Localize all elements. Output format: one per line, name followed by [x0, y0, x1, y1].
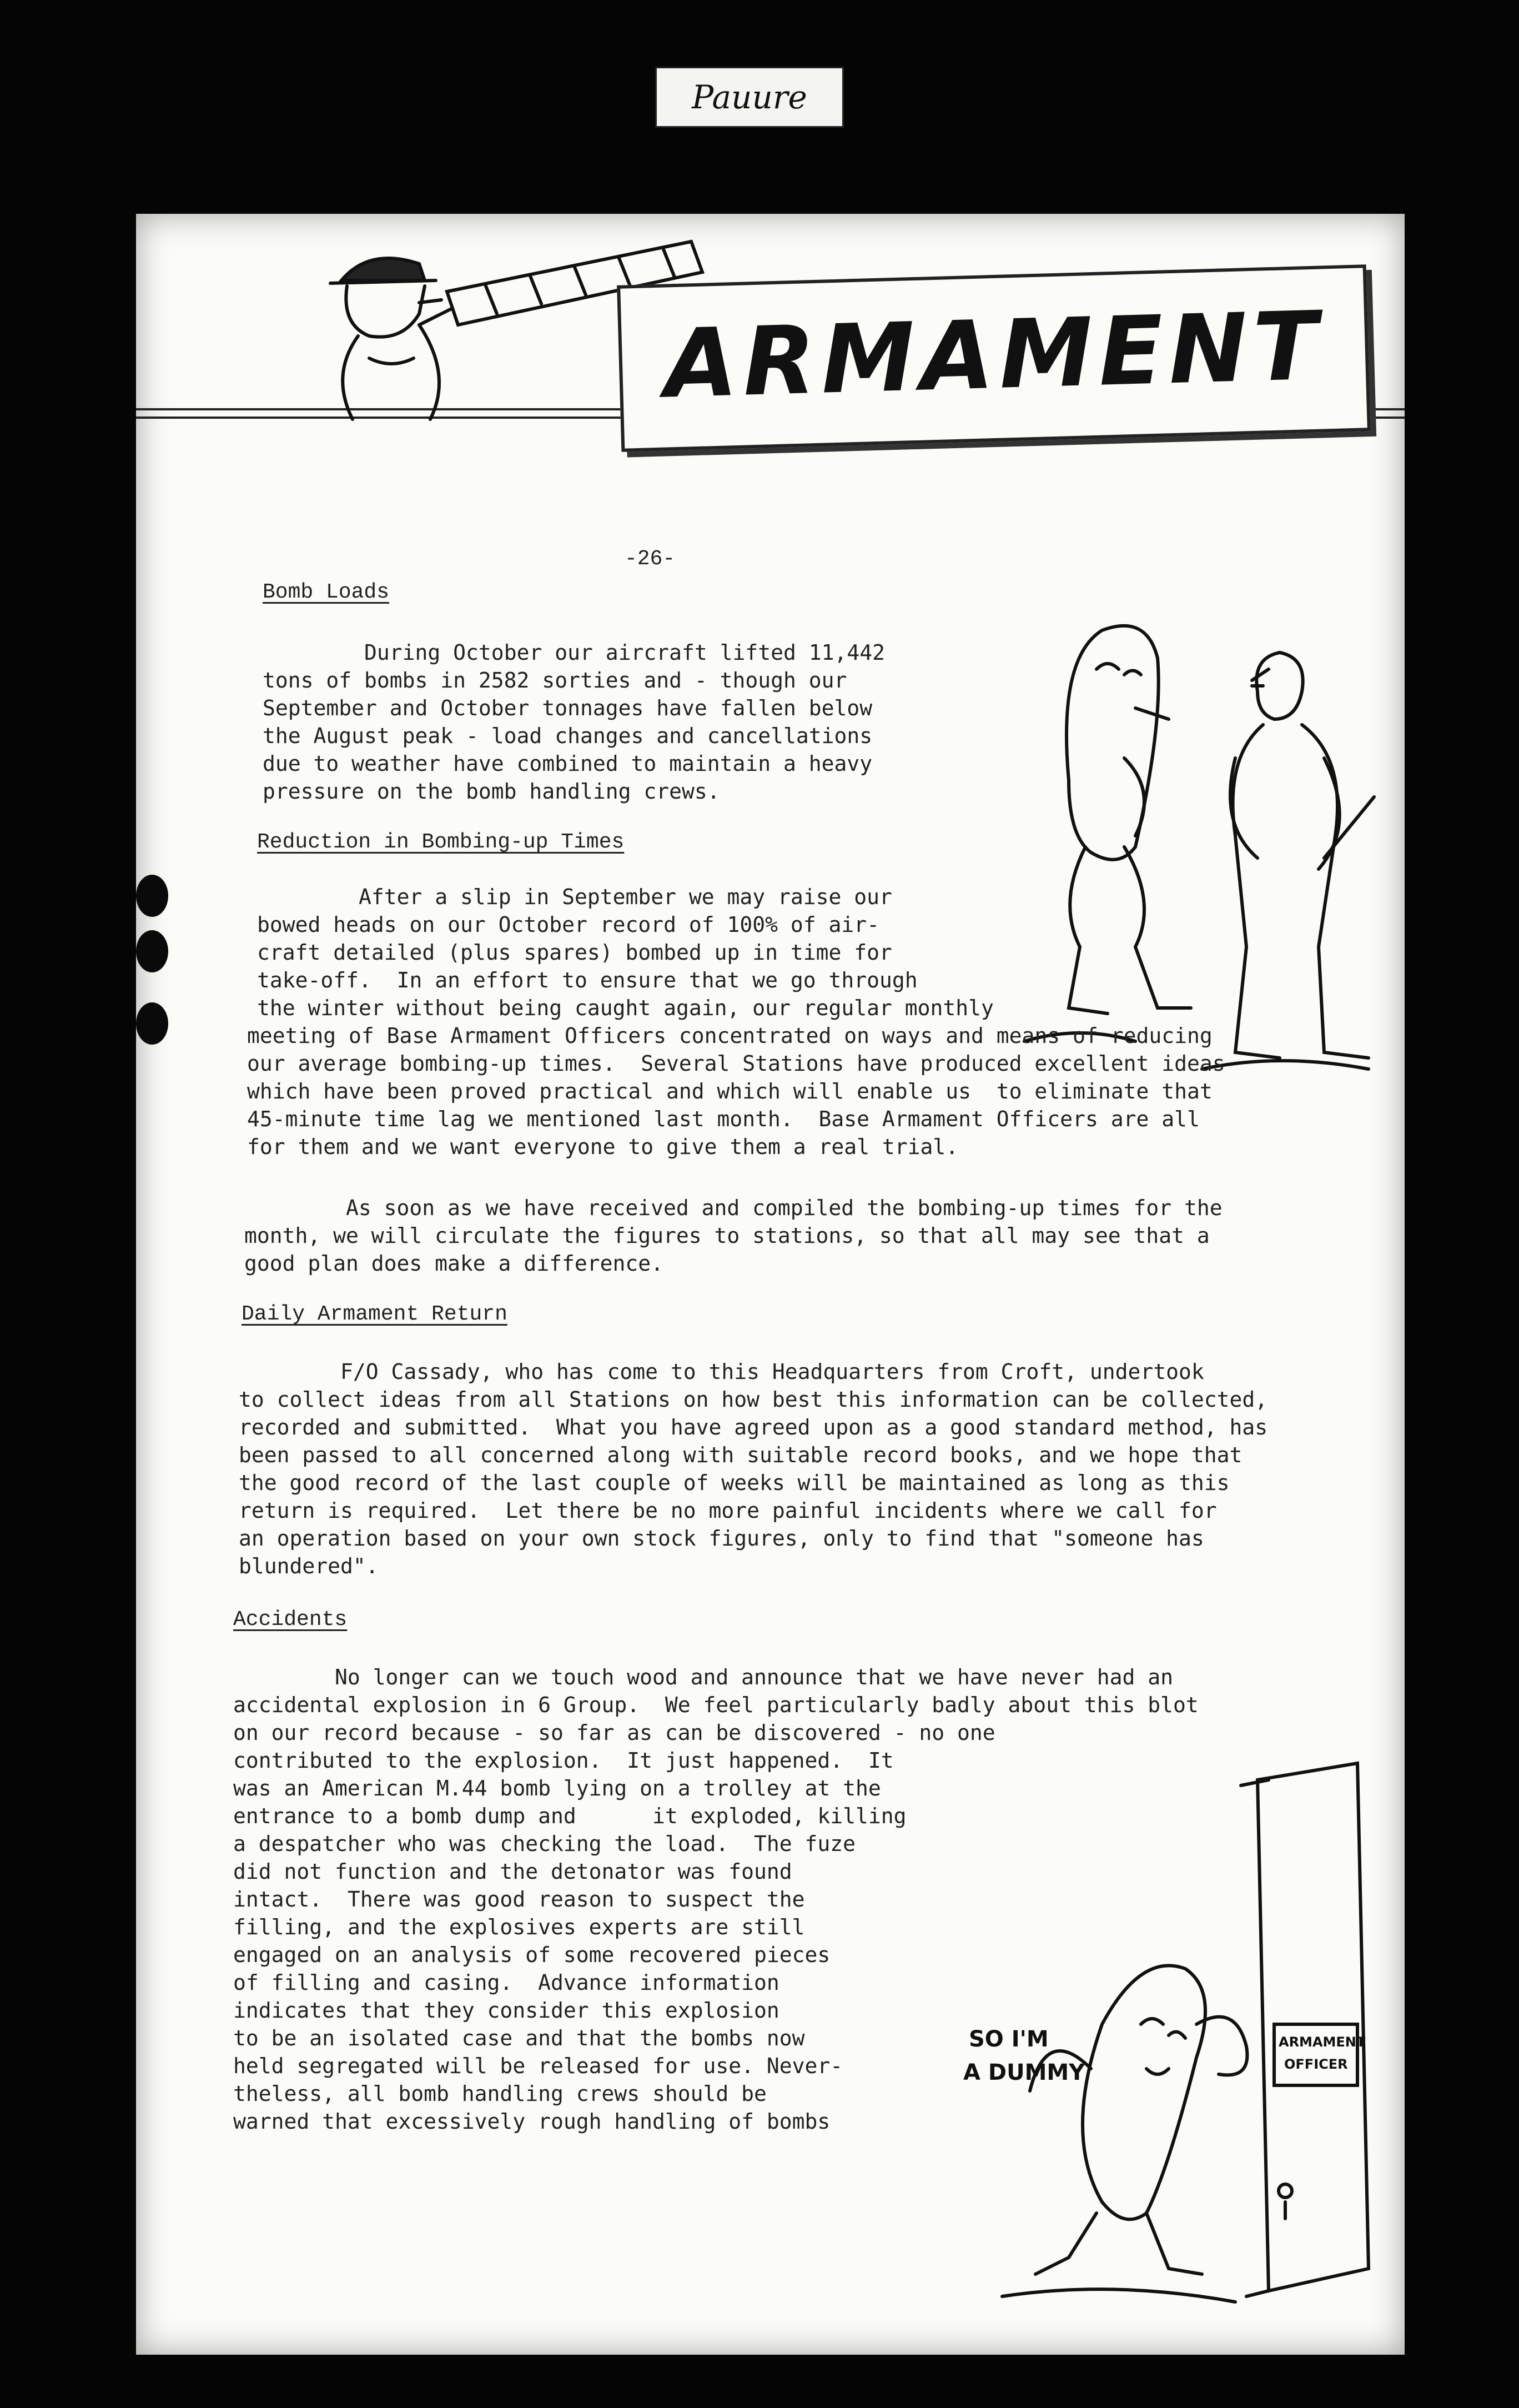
text-line: intact. There was good reason to suspect the	[233, 1887, 805, 1912]
bomb-at-door-cartoon-icon	[958, 1713, 1402, 2313]
page-title: ARMAMENT	[662, 291, 1325, 420]
text-line: filling, and the explosives experts are still	[233, 1915, 805, 1939]
heading-bomb-loads: Bomb Loads	[263, 580, 390, 604]
text-line: During October our aircraft lifted 11,442	[263, 640, 886, 665]
door-sign-line-1: ARMAMENT	[1279, 2034, 1366, 2050]
text-line: bowed heads on our October record of 100% of air-	[257, 912, 880, 937]
text-line: contributed to the explosion. It just happened. It	[233, 1748, 894, 1773]
text-line: which have been proved practical and which will enable us to eliminate that	[247, 1079, 1213, 1103]
text-line: to be an isolated case and that the bombs now	[233, 2026, 805, 2050]
text-line: meeting of Base Armament Officers concentrated on ways and means of reducing	[247, 1024, 1213, 1048]
text-line: indicates that they consider this explosion	[233, 1998, 779, 2023]
text-line: 45-minute time lag we mentioned last month. Base Armament Officers are all	[247, 1107, 1200, 1131]
text-line: an operation based on your own stock figures, only to find that "someone has	[239, 1526, 1204, 1551]
speech-text-line-1: SO I'M	[969, 2026, 1049, 2052]
text-line: to collect ideas from all Stations on how best this information can be collected,	[239, 1387, 1268, 1412]
punch-hole-middle	[136, 930, 168, 972]
text-line: pressure on the bomb handling crews.	[263, 779, 720, 804]
text-line: warned that excessively rough handling of bombs	[233, 2109, 831, 2134]
text-line: No longer can we touch wood and announce that we have never had an	[233, 1665, 1173, 1689]
text-line: engaged on an analysis of some recovered pieces	[233, 1943, 831, 1967]
armament-title-box	[617, 264, 1371, 452]
text-line: September and October tonnages have fallen below	[263, 696, 873, 720]
text-line: entrance to a bomb dump and it exploded, killing	[233, 1804, 907, 1828]
text-line: After a slip in September we may raise our	[257, 885, 892, 909]
text-line: was an American M.44 bomb lying on a trolley at the	[233, 1776, 881, 1800]
handwritten-label-tab: Pauure	[655, 67, 844, 128]
text-line: good plan does make a difference.	[244, 1251, 663, 1276]
speech-text-line-2: A DUMMY	[963, 2060, 1085, 2085]
text-line: craft detailed (plus spares) bombed up in time for	[257, 940, 892, 965]
text-line: F/O Cassady, who has come to this Headquarters from Croft, undertook	[239, 1359, 1204, 1384]
text-line: recorded and submitted. What you have agreed upon as a good standard method, has	[239, 1415, 1268, 1439]
text-line: of filling and casing. Advance information	[233, 1970, 779, 1995]
text-line: the winter without being caught again, our regular monthly	[257, 996, 994, 1020]
text-line: did not function and the detonator was found	[233, 1859, 792, 1884]
text-line: take-off. In an effort to ensure that we go through	[257, 968, 918, 992]
text-line: blundered".	[239, 1554, 379, 1578]
text-line: the good record of the last couple of weeks will be maintained as long as this	[239, 1471, 1230, 1495]
text-line: tons of bombs in 2582 sorties and - though our	[263, 668, 847, 693]
text-line: been passed to all concerned along with suitable record books, and we hope that	[239, 1443, 1243, 1467]
text-line: month, we will circulate the figures to stations, so that all may see that a	[244, 1223, 1210, 1248]
text-line: due to weather have combined to maintain a heavy	[263, 751, 873, 776]
heading-reduction-in-bombing-up-times: Reduction in Bombing-up Times	[257, 830, 625, 854]
text-line: for them and we want everyone to give them a real trial.	[247, 1135, 959, 1159]
punch-hole-top	[136, 875, 168, 917]
heading-accidents: Accidents	[233, 1608, 348, 1632]
punch-hole-bottom	[136, 1002, 168, 1045]
text-line: our average bombing-up times. Several Stations have produced excellent ideas	[247, 1051, 1225, 1076]
door-sign-line-2: OFFICER	[1284, 2056, 1348, 2072]
document-page	[136, 214, 1405, 2355]
text-line: on our record because - so far as can be discovered - no one	[233, 1720, 995, 1745]
text-line: the August peak - load changes and cancellations	[263, 724, 873, 748]
text-line: return is required. Let there be no more painful incidents where we call for	[239, 1498, 1217, 1523]
text-line: a despatcher who was checking the load. The fuze	[233, 1832, 856, 1856]
text-line: accidental explosion in 6 Group. We feel particularly badly about this blot	[233, 1693, 1199, 1717]
text-line: theless, all bomb handling crews should be	[233, 2081, 767, 2106]
text-line: held segregated will be released for use. Never-	[233, 2054, 843, 2078]
page-number: -26-	[625, 547, 676, 571]
heading-daily-armament-return: Daily Armament Return	[242, 1302, 507, 1326]
text-line: As soon as we have received and compiled the bombing-up times for the	[244, 1196, 1223, 1220]
